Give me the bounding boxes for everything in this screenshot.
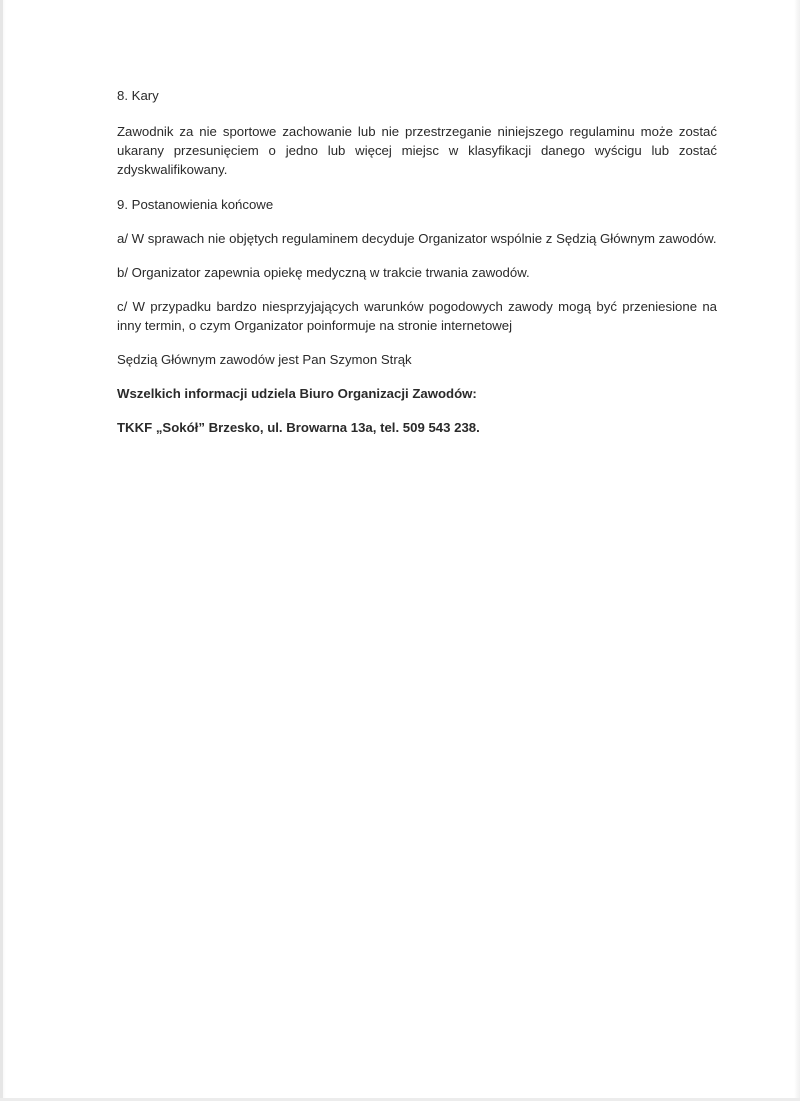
document-body — [117, 86, 717, 437]
section-8-paragraph: Zawodnik za nie sportowe zachowanie lub nie przestrzeganie niniejszego regulaminu może zostać ukarany przesunięciem o jedno lub więcej miejsc w klasyfikacji danego wyścigu lub zostać zdyskwalifikowany. — [117, 124, 717, 177]
judge-note: Sędzią Głównym zawodów jest Pan Szymon Strąk — [117, 352, 412, 367]
page-left-edge — [0, 0, 3, 1101]
section-9-item-a: a/ W sprawach nie objętych regulaminem decyduje Organizator wspólnie z Sędzią Głównym zawodów. — [117, 231, 717, 246]
section-8-heading: 8. Kary — [117, 88, 159, 103]
section-9-heading: 9. Postanowienia końcowe — [117, 197, 274, 212]
section-9-item-b: b/ Organizator zapewnia opiekę medyczną w trakcie trwania zawodów. — [117, 265, 530, 280]
info-heading: Wszelkich informacji udziela Biuro Organizacji Zawodów: — [117, 386, 477, 401]
contact-line: TKKF „Sokół” Brzesko, ul. Browarna 13a, tel. 509 543 238. — [117, 420, 480, 435]
section-9-item-c: c/ W przypadku bardzo niesprzyjających warunków pogodowych zawody mogą być przeniesione na inny termin, o czym Organizator poinformuje na stronie internetowej — [117, 299, 717, 333]
